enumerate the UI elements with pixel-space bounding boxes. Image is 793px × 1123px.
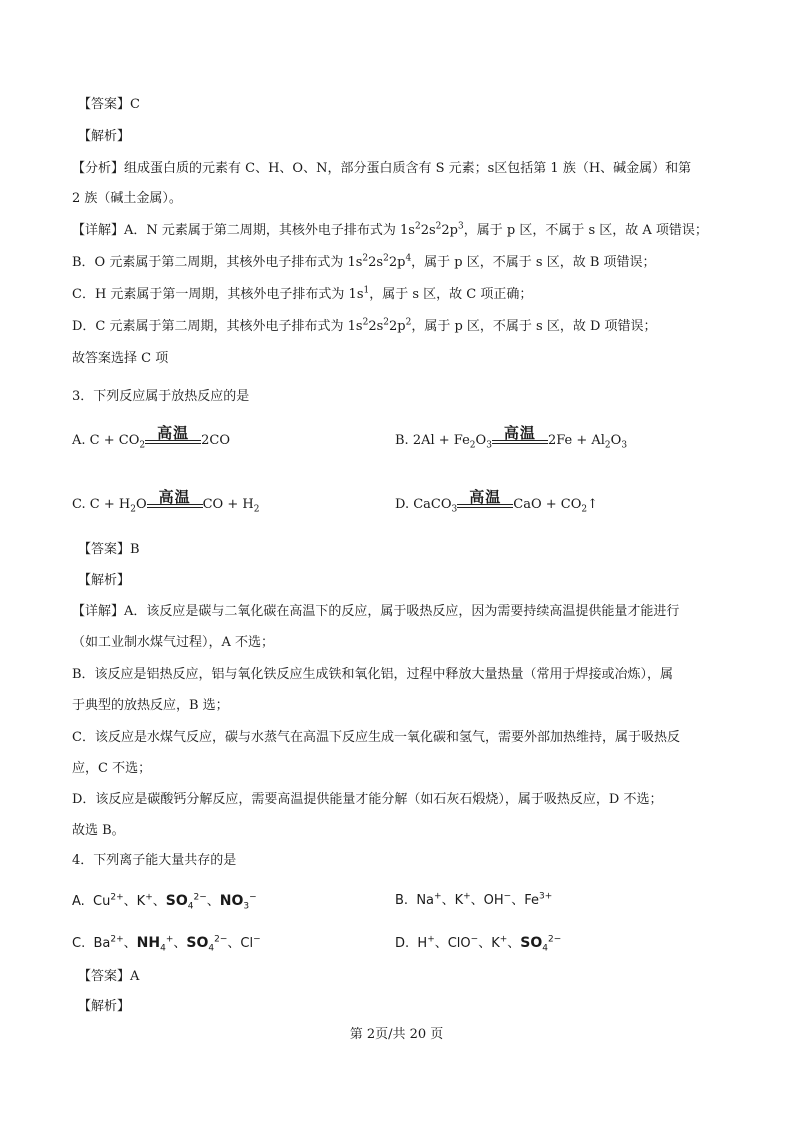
q2-detail-d: D．C 元素属于第二周期，其核外电子排布式为 $1s^22s^22p^2$，属于 p 区，不属于 s 区，故 D 项错误；	[72, 317, 657, 334]
condition-label: 高温	[157, 424, 190, 442]
q2-detail-b-text: B．O 元素属于第二周期，其核外电子排布式为 1s	[72, 255, 363, 270]
reaction-condition	[492, 424, 548, 444]
q4-analysis-label: 【解析】	[78, 999, 131, 1014]
q2-detail-c-text2: ，属于 s 区，故 C 项正确；	[369, 287, 533, 302]
q3-detail-b1: B．该反应是铝热反应，铝与氧化铁反应生成铁和氧化铝，过程中释放大量热量（常用于焊接或冶炼），属	[72, 667, 674, 682]
page-footer: 第 2页/共 20 页	[349, 1027, 444, 1042]
reaction-condition	[145, 424, 201, 444]
q4-option-a: A. $Cu^{2+}$、K+、$SO_4^{2-}$、$NO_3^-$	[72, 892, 257, 912]
q2-detail-b-text2: ，属于 p 区，不属于 s 区，故 B 项错误；	[411, 255, 656, 270]
condition-label: 高温	[158, 488, 191, 506]
q3-detail-b2: 于典型的放热反应，B 选；	[72, 698, 229, 713]
q3-stem: 3．下列反应属于放热反应的是	[72, 389, 250, 404]
q2-detail-a: 【详解】A．N 元素属于第二周期，其核外电子排布式为 $1s^22s^22p^3$，属于 p 区，不属于 s 区，故 A 项错误；	[72, 221, 708, 238]
q2-detail-a-text: 【详解】A．N 元素属于第二周期，其核外电子排布式为 1s	[72, 223, 415, 238]
q2-detail-d-text2: ，属于 p 区，不属于 s 区，故 D 项错误；	[411, 319, 657, 334]
q3-conclusion: 故选 B。	[72, 823, 125, 838]
q4-option-d: D. H+、ClO−、K+、$SO_4^{2-}$	[395, 934, 562, 954]
q3-option-c: C. $C + H_2O$ 高温 CO + $H_2$	[72, 488, 260, 515]
reaction-condition	[457, 488, 513, 508]
q3-detail-a2: （如工业制水煤气过程），A 不选；	[72, 635, 275, 650]
q2-answer: 【答案】C	[78, 97, 140, 112]
q3-option-a: A. $C + CO_2$ 高温 2CO	[72, 424, 230, 451]
condition-label: 高温	[469, 488, 502, 506]
q2-detail-a-text2: ，属于 p 区，不属于 s 区，故 A 项错误；	[463, 223, 708, 238]
q4-option-c: C. $Ba^{2+}$、$NH_4^+$、$SO_4^{2-}$、Cl−	[72, 934, 261, 954]
q2-analysis-label: 【解析】	[78, 129, 131, 144]
q4-option-b: B. Na+、K+、OH−、$Fe^{3+}$	[395, 891, 553, 908]
q4-stem: 4．下列离子能大量共存的是	[72, 853, 237, 868]
q3-answer: 【答案】B	[78, 542, 140, 557]
q3-detail-a1: 【详解】A．该反应是碳与二氧化碳在高温下的反应，属于吸热反应，因为需要持续高温提供能量才能进行	[72, 604, 680, 619]
q2-fenxi-line2: 2 族（碱土金属）。	[72, 191, 182, 206]
q2-conclusion: 故答案选择 C 项	[72, 351, 169, 366]
q3-detail-d1: D．该反应是碳酸钙分解反应，需要高温提供能量才能分解（如石灰石煅烧），属于吸热反应，D 不选；	[72, 792, 663, 807]
q2-detail-c-text: C．H 元素属于第一周期，其核外电子排布式为 1s	[72, 287, 364, 302]
q2-detail-d-text: D．C 元素属于第二周期，其核外电子排布式为 1s	[72, 319, 363, 334]
q4-answer: 【答案】A	[78, 969, 140, 984]
q3-detail-c2: 应，C 不选；	[72, 761, 152, 776]
q2-detail-b: B．O 元素属于第二周期，其核外电子排布式为 $1s^22s^22p^4$，属于 p 区，不属于 s 区，故 B 项错误；	[72, 253, 656, 270]
q2-fenxi-line1: 【分析】组成蛋白质的元素有 C、H、O、N，部分蛋白质含有 S 元素；s区包括第 1 族（H、碱金属）和第	[72, 161, 692, 176]
q3-detail-c1: C．该反应是水煤气反应，碳与水蒸气在高温下反应生成一氧化碳和氢气，需要外部加热维持，属于吸热反	[72, 730, 680, 745]
condition-label: 高温	[503, 424, 536, 442]
q2-detail-c: C．H 元素属于第一周期，其核外电子排布式为 $1s^1$，属于 s 区，故 C 项正确；	[72, 285, 533, 302]
q3-analysis-label: 【解析】	[78, 573, 131, 588]
q3-option-d: D. CaCO$_3$ 高温 CaO + $CO_2↑$	[395, 488, 599, 515]
reaction-condition	[147, 488, 203, 508]
q3-option-b: B. $2Al + Fe_2O_3$ 高温 $2Fe + Al_2O_3$	[395, 424, 628, 451]
